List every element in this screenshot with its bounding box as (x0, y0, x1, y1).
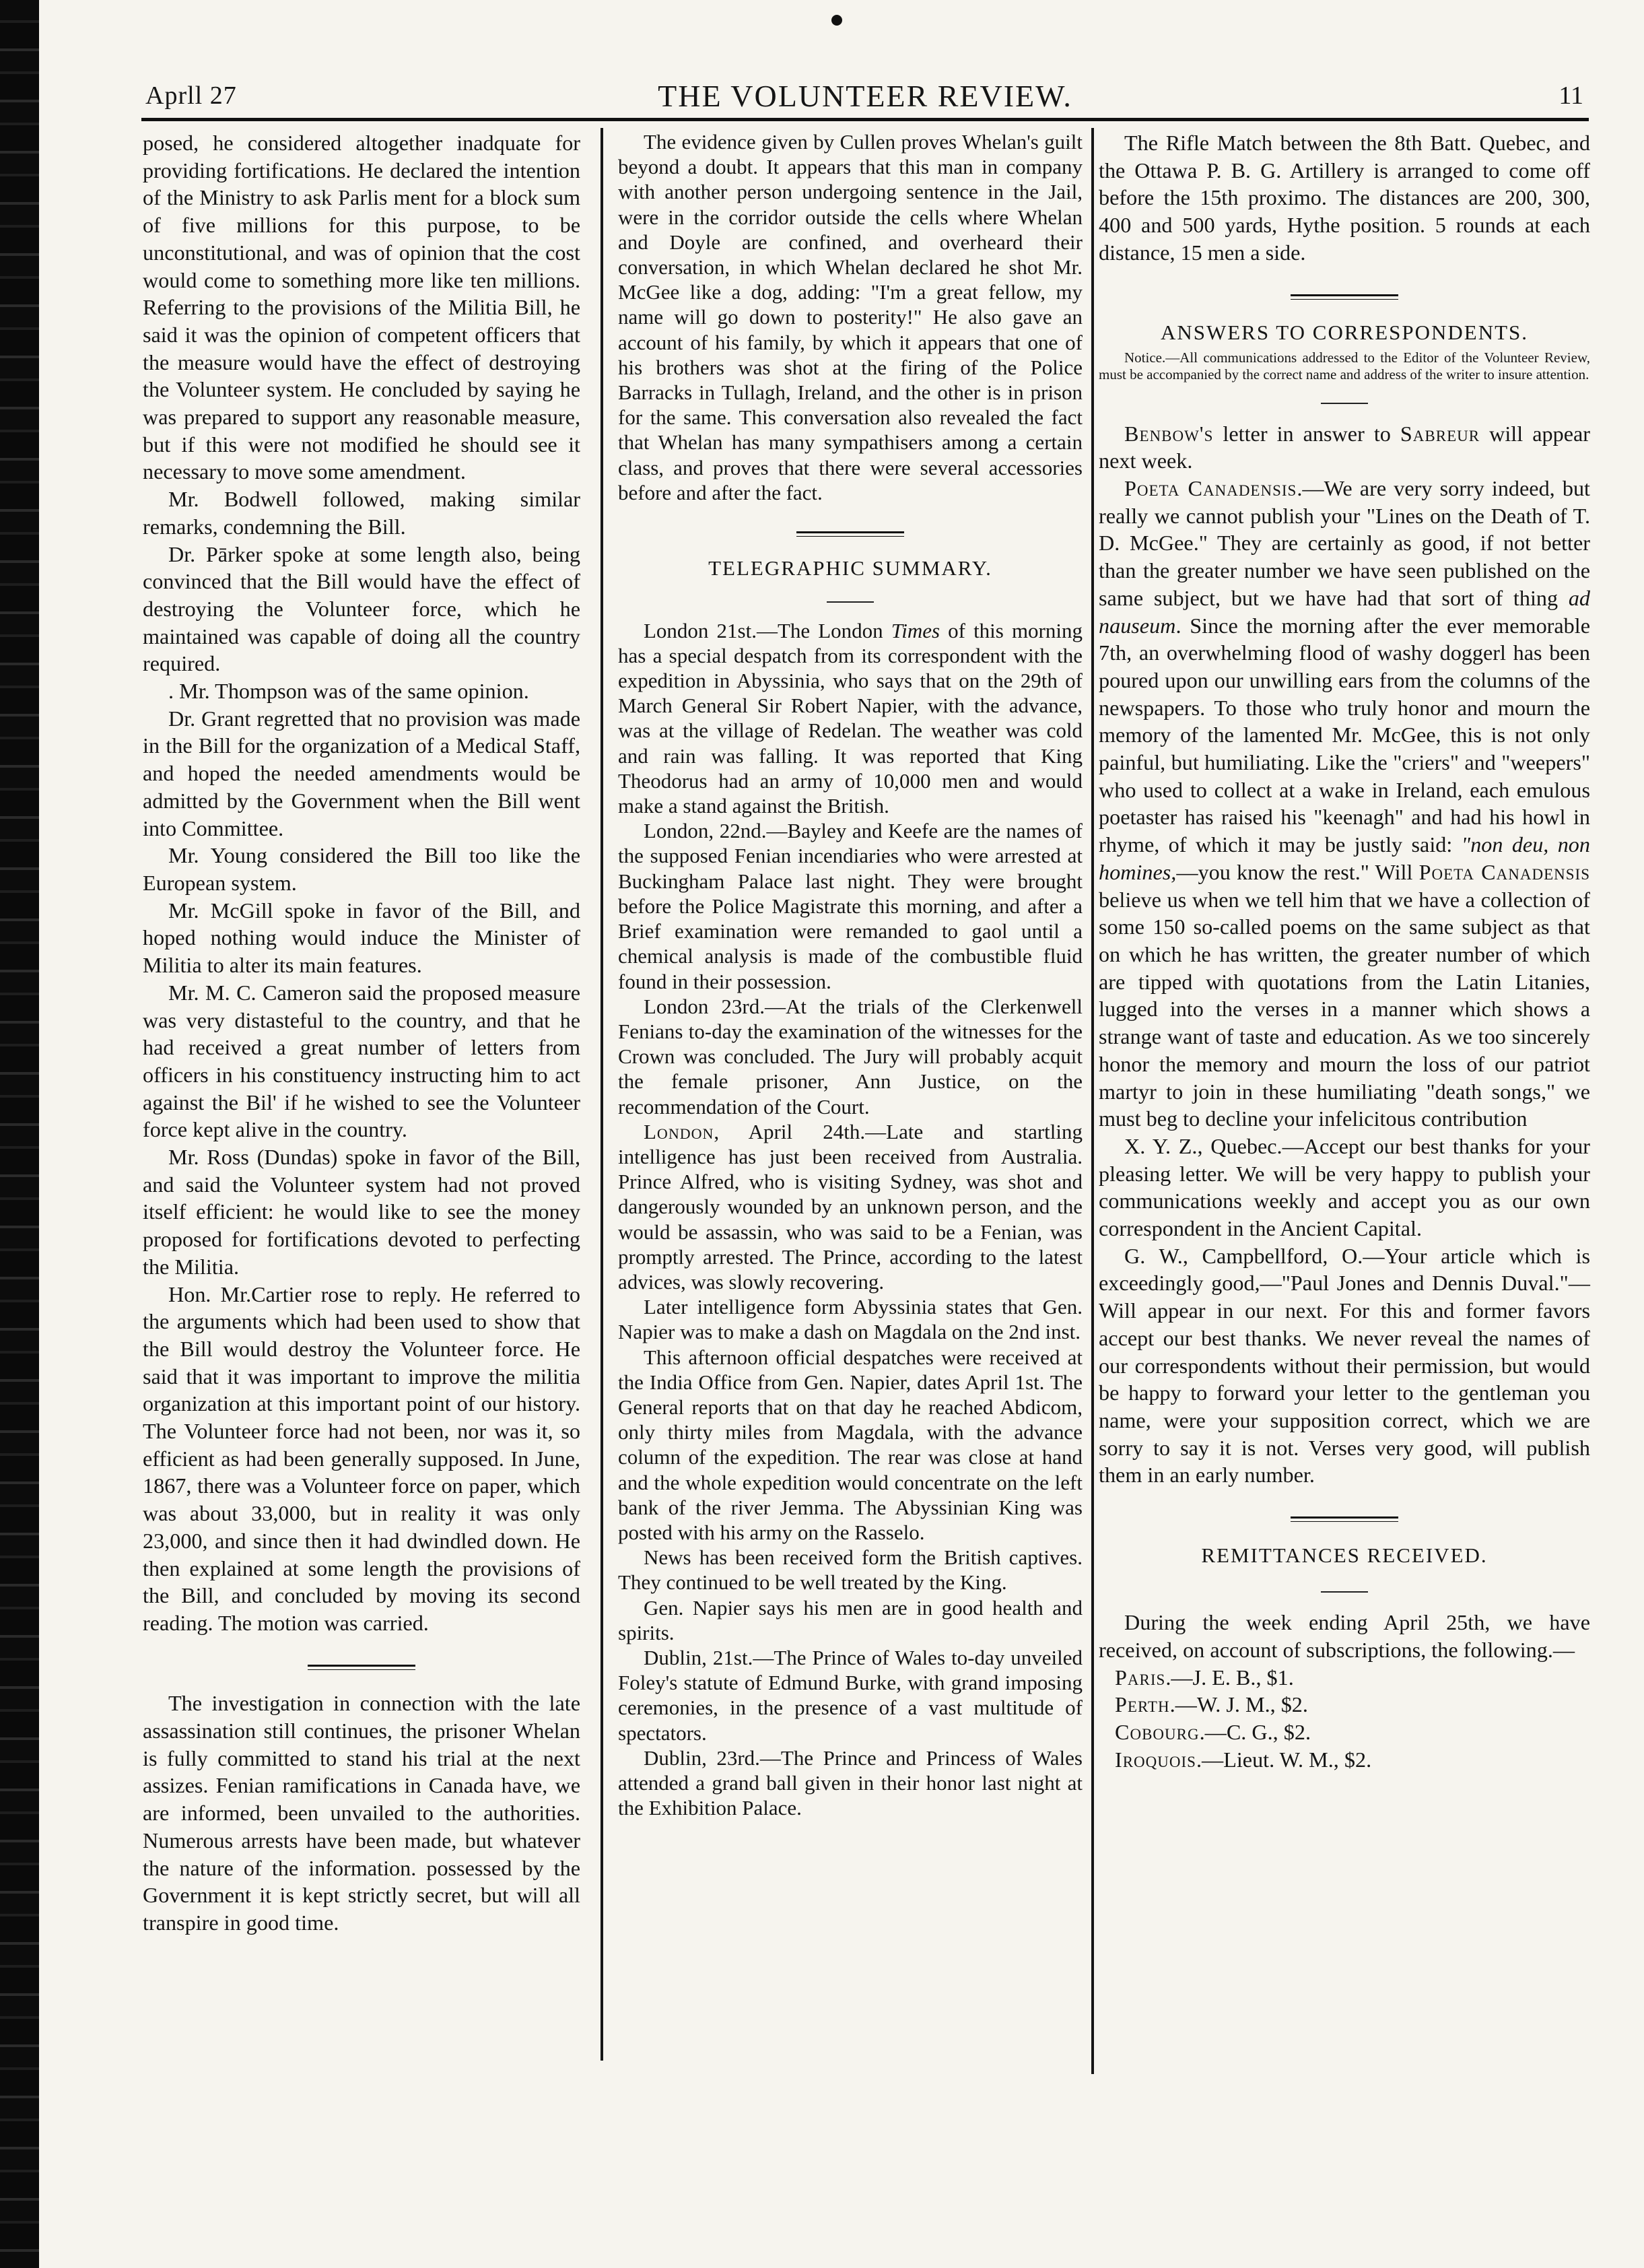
header-rule (141, 118, 1589, 121)
notice-underline (1099, 383, 1590, 411)
page-number: 11 (1559, 81, 1583, 110)
telegram-dublin-23rd: Dublin, 23rd.—The Prince and Princess of Wales attended a grand ball given in their honor last night at the Exhibition Palace. (618, 1745, 1083, 1820)
editor-notice: Notice.—All communications addressed to the Editor of the Volunteer Review, must be accompanied by the correct name and address of the writer to insure attention. (1099, 349, 1590, 382)
column-2 (618, 129, 1083, 1820)
answers-heading: ANSWERS TO CORRESPONDENTS. (1160, 321, 1529, 345)
section-divider (618, 517, 1083, 542)
remittance-list (1099, 1664, 1590, 1774)
telegram-abyssinia: Later intelligence form Abyssinia states that Gen. Napier was to make a dash on Magdala on the 2nd inst. (618, 1295, 1083, 1344)
telegram-london-22nd: London, 22nd.—Bayley and Keefe are the names of the supposed Fenian incendiaries who were arrested at Buckingham Palace last night. They were brought before the Police Magistrate this morning, and after a Brief examination were remanded to gaol until a chemical analysis is made of the combustible fluid found in their possession. (618, 819, 1083, 993)
answer-xyz-quebec: X. Y. Z., Quebec.—Accept our best thanks for your pleasing letter. We will be very happy to publish your communications weekly and accept you as our own correspondent in the Ancient Capital. (1099, 1133, 1590, 1241)
cameron-paragraph: Mr. M. C. Cameron said the proposed measure was very distasteful to the country, and that he had received a great number of letters from officers in his constituency instructing him to act against the Bil' if he wished to see the Volunteer force kept alive in the country. (143, 980, 580, 1142)
telegram-london-23rd: London 23rd.—At the trials of the Clerkenwell Fenians to-day the examination of the witnesses for the Crown was concluded. The Jury will probably acquit the female prisoner, Ann Justice, on the recommendation of the Court. (618, 994, 1083, 1119)
answer-gw-campbellford: G. W., Campbellford, O.—Your article which is exceedingly good,—"Paul Jones and Dennis Duval."—Will appear in our next. For this and former favors accept our best thanks. We never reveal the names of our correspondents without their permission, but would be happy to forward your letter to the gentleman you name, were your supposition correct, which we are sorry to say it is not. Verses very good, will publish them in an early number. (1099, 1243, 1590, 1488)
cullen-evidence-paragraph: The evidence given by Cullen proves Whelan's guilt beyond a doubt. It appears that this man in company with another person undergoing sentence in the Jail, were in the corridor outside the cells where Whelan and Doyle are confined, and overheard their conversation, in which Whelan declared he shot Mr. McGee like a dog, adding: "I'm a great fellow, my name will go down to posterity!" He also gave an account of his family, by which it appears that one of his brothers was shot at the firing of the Police Barracks in Tullagh, Ireland, and the other is in prison for the same. This conversation also revealed the fact that Whelan has many sympathisers among a certain class, and proves that there were several accessories before and after the fact. (618, 130, 1083, 504)
column-rule-1 (601, 128, 603, 2061)
remittance-item: Iroquois.—Lieut. W. M., $2. (1115, 1747, 1372, 1772)
section-divider (1099, 1501, 1590, 1529)
young-paragraph: Mr. Young considered the Bill too like the European system. (143, 843, 580, 895)
telegram-napier-despatch: This afternoon official despatches were received at the India Office from Gen. Napier, dates April 1st. The General reports that on that day he reached Abdicom, only thirty miles from Magdala, with the advance column of the expedition. The rear was close at hand and the whole expedition would concentrate on the left bank of the river Jemma. The Abyssinian King was posted with his army on the Rasselo. (618, 1345, 1083, 1544)
parker-paragraph: Dr. Pārker spoke at some length also, being convinced that the Bill would have the effect of destroying the Volunteer force, which he maintained was capable of doing all the country required. (143, 541, 580, 676)
remittance-item: Cobourg.—C. G., $2. (1115, 1719, 1311, 1744)
telegram-dublin-21st: Dublin, 21st.—The Prince of Wales to-day unveiled Foley's statute of Edmund Burke, with grand imposing ceremonies, in the presence of a vast multitude of spectators. (618, 1645, 1083, 1745)
rifle-match-paragraph: The Rifle Match between the 8th Batt. Quebec, and the Ottawa P. B. G. Artillery is arranged to come off before the 15th proximo. The distances are 200, 300, 400 and 500 yards, Hythe position. 5 rounds at each distance, 15 men a side. (1099, 131, 1590, 265)
mcgill-paragraph: Mr. McGill spoke in favor of the Bill, and hoped nothing would induce the Minister of Militia to alter its main features. (143, 898, 580, 978)
page-header (141, 75, 1589, 116)
answer-benbow: Benbow's letter in answer to Sabreur will appear next week. (1099, 421, 1590, 473)
thompson-paragraph: . Mr. Thompson was of the same opinion. (168, 679, 529, 704)
section-divider (143, 1649, 580, 1677)
remittance-item: Perth.—W. J. M., $2. (1115, 1692, 1308, 1717)
column-rule-2 (1091, 128, 1094, 2074)
answer-poeta-canadensis: Poeta Canadensis.—We are very sorry indeed, but really we cannot publish your "Lines on the Death of T. D. McGee." They are certainly as good, if not better than the greater number we have seen published on the same subject, but we have had that sort of thing ad nauseum. Since the morning after the ever memorable 7th, an overwhelming flood of washy doggerl has been poured upon our unwilling ears from the columns of the newspapers. To those who truly honor and mourn the memory of the lamented Mr. McGee, this is not only painful, but humiliating. Like the "criers" and "weepers" who used to collect at a wake in Ireland, each emulous poetaster has raised his "keenagh" and had his howl in rhyme, of which it may be justly said: "non deu, non homines,—you know the rest." Will Poeta Canadensis believe us when we tell him that we have a collection of some 150 so-called poems on the same subject as that on which he has written, the greater number of which are tipped with quotations from the Latin Litanies, lugged into the verses in a manner which shows a strange want of taste and education. As we too sincerely honor the memory and mourn the loss of our patriot martyr to join in these humiliating "death songs," we must beg to decline your infelicitous contribution (1099, 476, 1591, 1131)
section-divider (1099, 279, 1590, 306)
grant-paragraph: Dr. Grant regretted that no provision was made in the Bill for the organization of a Medical Staff, and hoped the needed amendments would be admitted by the Government when the Bill went into Committee. (143, 706, 580, 840)
telegraphic-summary-heading: TELEGRAPHIC SUMMARY. (708, 556, 992, 580)
telegram-captives: News has been received form the British captives. They continued to be well treated by the King. (618, 1545, 1083, 1595)
bodwell-paragraph: Mr. Bodwell followed, making similar remarks, condemning the Bill. (143, 487, 580, 539)
heading-underline (1099, 1572, 1590, 1599)
times-italic: Times (891, 618, 940, 642)
parliament-report-continued: posed, he considered altogether inadquate for providing fortifications. He declared the intention of the Ministry to ask Parlis ment for a block sum of five millions for this purpose, to be unconstitutional, and was of opinion that the cost would come to something more like ten millions. Referring to the provisions of the Militia Bill, he said it was the opinion of competent officers that the measure would have the effect of destroying the Volunteer system. He concluded by saying he was prepared to support any reasonable measure, but if this were not modified he should see it necessary to move some amendment. (143, 131, 580, 484)
telegram-london-21st: London 21st.—The London Times of this morning has a special despatch from its correspondent with the expedition in Abyssinia, who says that on the 29th of March General Sir Robert Napier, with the advance, was at the village of Redelan. The weather was cold and rain was falling. It was reported that King Theodorus had an army of 10,000 men and would make a stand against the British. (618, 618, 1083, 818)
telegram-london-24th: London, April 24th.—Late and startling intelligence has just been received from Australia. Prince Alfred, who is visiting Sydney, was shot and dangerously wounded by an unknown person, and the would be assassin, who was said to be a Fenian, was promptly arrested. The Prince, according to the latest advices, was slowly recovering. (618, 1119, 1083, 1294)
investigation-paragraph: The investigation in connection with the late assassination still continues, the prisoner Whelan is fully committed to stand his trial at the next assizes. Fenian ramifications in Canada have, we are informed, been unvailed to the authorities. Numerous arrests have been made, but whatever the nature of the information. possessed by the Government it is kept strictly secret, but will all transpire in good time. (143, 1691, 580, 1935)
remittances-intro: During the week ending April 25th, we have received, on account of subscriptions, the following.— (1099, 1610, 1590, 1662)
heading-underline (618, 583, 1083, 608)
cartier-paragraph: Hon. Mr.Cartier rose to reply. He referred to the arguments which had been used to show that the Bill would destroy the Volunteer force. He said that it was important to improve the militia organization at this important point of our history. The Volunteer force had not been, nor was it, so efficient as had been generally supposed. In June, 1867, there was a Volunteer force on paper, which was about 33,000, but in reality it was only 23,000, and since then it had dwindled down. He then explained at some length the provisions of the Bill, and concluded by moving its second reading. The motion was carried. (143, 1281, 580, 1635)
column-1 (143, 129, 580, 1937)
remittance-item: Paris.—J. E. B., $1. (1115, 1665, 1294, 1690)
ross-paragraph: Mr. Ross (Dundas) spoke in favor of the Bill, and said the Volunteer system had not proved itself efficient: he would like to see the money proposed for fortifications devoted to perfecting the Militia. (143, 1145, 580, 1279)
page-binding-edge (0, 0, 39, 2268)
telegram-napier-health: Gen. Napier says his men are in good health and spirits. (618, 1595, 1083, 1644)
ink-dot (831, 15, 842, 26)
remittances-heading: REMITTANCES RECEIVED. (1201, 1543, 1488, 1567)
newspaper-title: THE VOLUNTEER REVIEW. (658, 79, 1072, 113)
column-3 (1099, 129, 1590, 1773)
header-date: Aprll 27 (145, 81, 237, 110)
